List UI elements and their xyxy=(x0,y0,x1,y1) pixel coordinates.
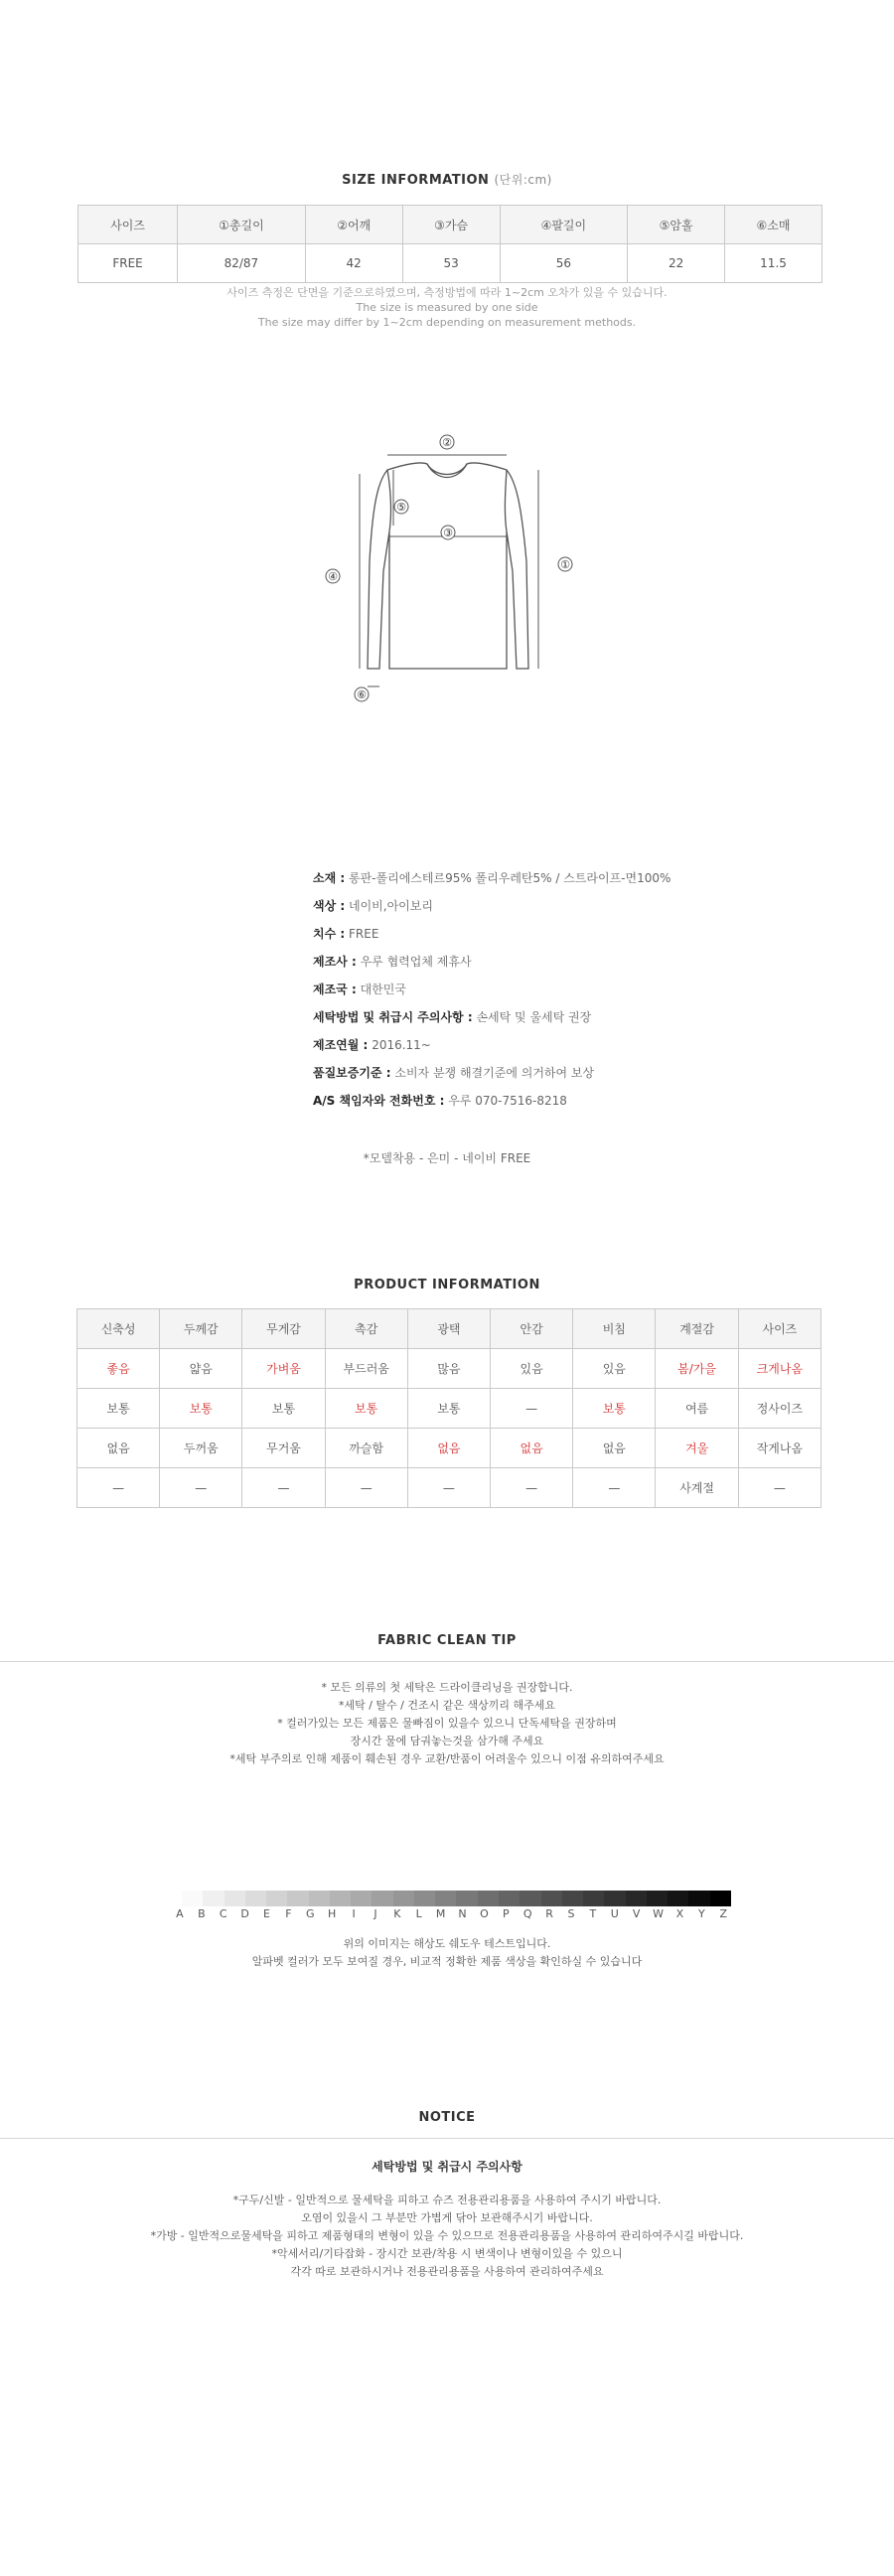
product-cell: 보통 xyxy=(407,1389,490,1429)
grayscale-swatch xyxy=(203,1891,224,1906)
product-header-cell: 두께감 xyxy=(160,1309,242,1349)
size-info-unit: (단위:cm) xyxy=(494,173,552,187)
grayscale-letter: S xyxy=(567,1907,575,1920)
size-cell: FREE xyxy=(78,244,178,283)
grayscale-caption-line: 위의 이미지는 해상도 쉐도우 테스트입니다. xyxy=(343,1937,551,1950)
diagram-label-sleeve-length: ④ xyxy=(328,570,338,583)
detail-value: 2016.11~ xyxy=(372,1038,431,1052)
grayscale-letter: A xyxy=(176,1907,184,1920)
grayscale-caption-line: 알파벳 컬러가 모두 보여질 경우, 비교적 정확한 제품 색상을 확인하실 수 있습니다 xyxy=(251,1955,643,1968)
detail-value: 소비자 분쟁 해결기준에 의거하여 보상 xyxy=(394,1066,595,1080)
detail-label: A/S 책임자와 전화번호 : xyxy=(313,1094,445,1108)
notice-text xyxy=(0,2192,894,2281)
grayscale-swatch xyxy=(647,1891,668,1906)
product-cell: 겨울 xyxy=(656,1429,738,1468)
grayscale-swatch xyxy=(435,1891,456,1906)
grayscale-swatch xyxy=(710,1891,731,1906)
detail-value: 우루 협력업체 제휴사 xyxy=(360,955,472,969)
product-cell: 얇음 xyxy=(160,1349,242,1389)
shirt-collar xyxy=(427,464,467,475)
grayscale-test-bar xyxy=(182,1891,731,1906)
diagram-label-chest: ③ xyxy=(443,527,453,539)
product-cell: 보통 xyxy=(325,1389,407,1429)
product-header-cell: 비침 xyxy=(573,1309,656,1349)
armhole-line-right xyxy=(505,470,507,531)
notice-subtitle: 세탁방법 및 취급시 주의사항 xyxy=(372,2160,522,2174)
model-note: *모델착용 - 은미 - 네이비 FREE xyxy=(363,1151,531,1165)
size-header-cell: ②어깨 xyxy=(305,206,402,244)
product-cell: 보통 xyxy=(573,1389,656,1429)
grayscale-letter: B xyxy=(198,1907,206,1920)
product-table-row xyxy=(77,1389,821,1429)
detail-row xyxy=(313,1003,670,1031)
grayscale-letter: Y xyxy=(697,1907,705,1920)
grayscale-letter: U xyxy=(610,1907,619,1920)
grayscale-swatch xyxy=(668,1891,688,1906)
product-info-title: PRODUCT INFORMATION xyxy=(354,1278,540,1292)
product-cell: — xyxy=(77,1468,160,1508)
grayscale-letter: J xyxy=(373,1907,377,1920)
grayscale-swatch xyxy=(245,1891,266,1906)
grayscale-letter: L xyxy=(415,1907,422,1920)
grayscale-letter: W xyxy=(653,1907,664,1920)
size-cell: 82/87 xyxy=(178,244,306,283)
product-cell: 많음 xyxy=(407,1349,490,1389)
grayscale-swatch xyxy=(351,1891,372,1906)
detail-row xyxy=(313,1059,670,1087)
grayscale-letter: N xyxy=(458,1907,467,1920)
product-table-row xyxy=(77,1468,821,1508)
product-cell: — xyxy=(407,1468,490,1508)
fabric-tip-text xyxy=(0,1679,894,1768)
product-cell: — xyxy=(160,1468,242,1508)
size-cell: 11.5 xyxy=(725,244,822,283)
product-cell: 정사이즈 xyxy=(738,1389,820,1429)
detail-value: 대한민국 xyxy=(360,983,406,996)
diagram-label-total-length: ① xyxy=(560,558,570,571)
product-cell: 보통 xyxy=(77,1389,160,1429)
product-cell: 보통 xyxy=(160,1389,242,1429)
product-cell: 작게나옴 xyxy=(738,1429,820,1468)
grayscale-swatch xyxy=(224,1891,245,1906)
grayscale-letter: T xyxy=(589,1907,597,1920)
notice-line: *구두/신발 - 일반적으로 물세탁을 피하고 슈즈 전용관리용품을 사용하여 주시기 바랍니다. xyxy=(232,2194,662,2206)
size-header-cell: 사이즈 xyxy=(78,206,178,244)
product-details xyxy=(313,864,670,1115)
grayscale-caption xyxy=(0,1935,894,1971)
product-cell: 두꺼움 xyxy=(160,1429,242,1468)
detail-label: 소재 : xyxy=(313,871,346,885)
grayscale-letter: Q xyxy=(522,1907,532,1920)
detail-label: 제조국 : xyxy=(313,983,357,996)
product-cell: 봄/가을 xyxy=(656,1349,738,1389)
product-cell: 없음 xyxy=(407,1429,490,1468)
size-note-line: The size may differ by 1~2cm depending on measurement methods. xyxy=(257,316,637,329)
product-cell: 여름 xyxy=(656,1389,738,1429)
grayscale-letter: I xyxy=(352,1907,356,1920)
grayscale-swatch xyxy=(414,1891,435,1906)
detail-value: FREE xyxy=(349,927,379,941)
detail-value: 네이비,아이보리 xyxy=(349,899,433,913)
diagram-label-shoulder: ② xyxy=(442,436,452,449)
garment-measurement-diagram xyxy=(318,422,576,710)
notice-line: *악세서리/기타잡화 - 장시간 보관/착용 시 변색이나 변형이있을 수 있으니 xyxy=(271,2247,623,2260)
diagram-label-armhole: ⑤ xyxy=(396,501,406,514)
product-cell: 보통 xyxy=(242,1389,325,1429)
grayscale-swatch xyxy=(182,1891,203,1906)
product-cell: 없음 xyxy=(77,1429,160,1468)
product-table-header-row xyxy=(77,1309,821,1349)
grayscale-letter: C xyxy=(219,1907,227,1920)
notice-divider xyxy=(0,2138,894,2139)
grayscale-swatch xyxy=(562,1891,583,1906)
product-cell: 가벼움 xyxy=(242,1349,325,1389)
detail-label: 치수 : xyxy=(313,927,346,941)
grayscale-letter: P xyxy=(502,1907,510,1920)
shirt-outline xyxy=(368,463,528,669)
detail-row xyxy=(313,948,670,976)
grayscale-swatch xyxy=(499,1891,520,1906)
size-cell: 53 xyxy=(402,244,500,283)
product-cell: 없음 xyxy=(491,1429,573,1468)
grayscale-swatch xyxy=(520,1891,540,1906)
size-cell: 56 xyxy=(500,244,628,283)
product-header-cell: 무게감 xyxy=(242,1309,325,1349)
size-table-header-row xyxy=(78,206,822,244)
product-header-cell: 촉감 xyxy=(325,1309,407,1349)
grayscale-letter: M xyxy=(435,1907,446,1920)
size-cell: 22 xyxy=(628,244,725,283)
product-table-row xyxy=(77,1429,821,1468)
grayscale-letter: V xyxy=(632,1907,641,1920)
grayscale-letters xyxy=(169,1907,735,1920)
grayscale-swatch xyxy=(266,1891,287,1906)
diagram-label-cuff: ⑥ xyxy=(357,688,367,701)
detail-label: 품질보증기준 : xyxy=(313,1066,391,1080)
notice-line: 오염이 있을시 그 부분만 가볍게 닦아 보관해주시기 바랍니다. xyxy=(301,2211,593,2224)
grayscale-letter: O xyxy=(480,1907,489,1920)
size-table xyxy=(77,205,822,283)
grayscale-letter: X xyxy=(675,1907,684,1920)
grayscale-letter: G xyxy=(306,1907,315,1920)
product-cell: 까슬함 xyxy=(325,1429,407,1468)
grayscale-swatch xyxy=(626,1891,647,1906)
product-header-cell: 계절감 xyxy=(656,1309,738,1349)
product-cell: — xyxy=(573,1468,656,1508)
detail-label: 색상 : xyxy=(313,899,346,913)
detail-label: 제조연월 : xyxy=(313,1038,369,1052)
grayscale-swatch xyxy=(287,1891,308,1906)
detail-value: 손세탁 및 울세탁 권장 xyxy=(476,1010,592,1024)
grayscale-swatch xyxy=(393,1891,414,1906)
detail-label: 제조사 : xyxy=(313,955,357,969)
fabric-tip-divider xyxy=(0,1661,894,1662)
grayscale-swatch xyxy=(478,1891,499,1906)
size-header-cell: ①총길이 xyxy=(178,206,306,244)
grayscale-letter: Z xyxy=(719,1907,727,1920)
fabric-tip-line: *세탁 / 탈수 / 건조시 같은 색상끼리 해주세요 xyxy=(338,1699,556,1712)
grayscale-swatch xyxy=(309,1891,330,1906)
grayscale-swatch xyxy=(583,1891,604,1906)
grayscale-swatch xyxy=(372,1891,392,1906)
product-cell: 없음 xyxy=(573,1429,656,1468)
detail-value: 우루 070-7516-8218 xyxy=(448,1094,567,1108)
product-cell: — xyxy=(491,1468,573,1508)
size-notes xyxy=(0,285,894,330)
size-header-cell: ③가슴 xyxy=(402,206,500,244)
product-cell: — xyxy=(738,1468,820,1508)
size-note-line: The size is measured by one side xyxy=(356,301,538,314)
detail-row xyxy=(313,920,670,948)
product-cell: 있음 xyxy=(491,1349,573,1389)
grayscale-letter: E xyxy=(263,1907,270,1920)
size-info-title-text: SIZE INFORMATION xyxy=(342,173,490,188)
detail-label: 세탁방법 및 취급시 주의사항 : xyxy=(313,1010,473,1024)
grayscale-letter: D xyxy=(240,1907,249,1920)
product-cell: 사계절 xyxy=(656,1468,738,1508)
armhole-line-left xyxy=(387,470,390,531)
detail-row xyxy=(313,892,670,920)
grayscale-letter: K xyxy=(393,1907,401,1920)
grayscale-letter: R xyxy=(545,1907,553,1920)
size-header-cell: ⑥소매 xyxy=(725,206,822,244)
product-cell: — xyxy=(491,1389,573,1429)
product-header-cell: 신축성 xyxy=(77,1309,160,1349)
fabric-tip-title: FABRIC CLEAN TIP xyxy=(377,1633,517,1648)
size-note-line: 사이즈 측정은 단면을 기준으로하였으며, 측정방법에 따라 1~2cm 오차가 있을 수 있습니다. xyxy=(226,286,668,299)
notice-title: NOTICE xyxy=(418,2110,476,2125)
product-cell: 부드러움 xyxy=(325,1349,407,1389)
product-cell: 있음 xyxy=(573,1349,656,1389)
detail-value: 롱판-폴리에스테르95% 폴리우레탄5% / 스트라이프-면100% xyxy=(349,871,671,885)
grayscale-swatch xyxy=(330,1891,351,1906)
product-cell: 크게나옴 xyxy=(738,1349,820,1389)
product-cell: — xyxy=(242,1468,325,1508)
size-info-title xyxy=(0,171,894,188)
grayscale-swatch xyxy=(604,1891,625,1906)
grayscale-letter: F xyxy=(285,1907,292,1920)
product-header-cell: 광택 xyxy=(407,1309,490,1349)
detail-row xyxy=(313,864,670,892)
notice-line: 각각 따로 보관하시거나 전용관리용품을 사용하여 관리하여주세요 xyxy=(290,2265,604,2278)
fabric-tip-line: * 컬러가있는 모든 제품은 물빠짐이 있을수 있으니 단독세탁을 권장하며 xyxy=(277,1717,617,1730)
product-header-cell: 안감 xyxy=(491,1309,573,1349)
detail-row xyxy=(313,1031,670,1059)
fabric-tip-line: * 모든 의류의 첫 세탁은 드라이클리닝을 권장합니다. xyxy=(321,1681,573,1694)
size-header-cell: ④팔길이 xyxy=(500,206,628,244)
product-cell: 좋음 xyxy=(77,1349,160,1389)
size-header-cell: ⑤암홀 xyxy=(628,206,725,244)
fabric-tip-line: 장시간 물에 담궈놓는것을 삼가해 주세요 xyxy=(350,1735,544,1747)
product-cell: — xyxy=(325,1468,407,1508)
grayscale-swatch xyxy=(688,1891,709,1906)
size-cell: 42 xyxy=(305,244,402,283)
product-info-table xyxy=(76,1308,821,1508)
fabric-tip-line: *세탁 부주의로 인해 제품이 훼손된 경우 교환/반품이 어려울수 있으니 이점 유의하여주세요 xyxy=(229,1752,665,1765)
grayscale-letter: H xyxy=(328,1907,337,1920)
grayscale-swatch xyxy=(541,1891,562,1906)
grayscale-swatch xyxy=(456,1891,477,1906)
size-table-row xyxy=(78,244,822,283)
detail-row xyxy=(313,1087,670,1115)
product-cell: 무거움 xyxy=(242,1429,325,1468)
notice-line: *가방 - 일반적으로물세탁을 피하고 제품형태의 변형이 있을 수 있으므로 전용관리용품을 사용하여 관리하여주시길 바랍니다. xyxy=(150,2229,744,2242)
detail-row xyxy=(313,976,670,1003)
product-table-row xyxy=(77,1349,821,1389)
product-header-cell: 사이즈 xyxy=(738,1309,820,1349)
